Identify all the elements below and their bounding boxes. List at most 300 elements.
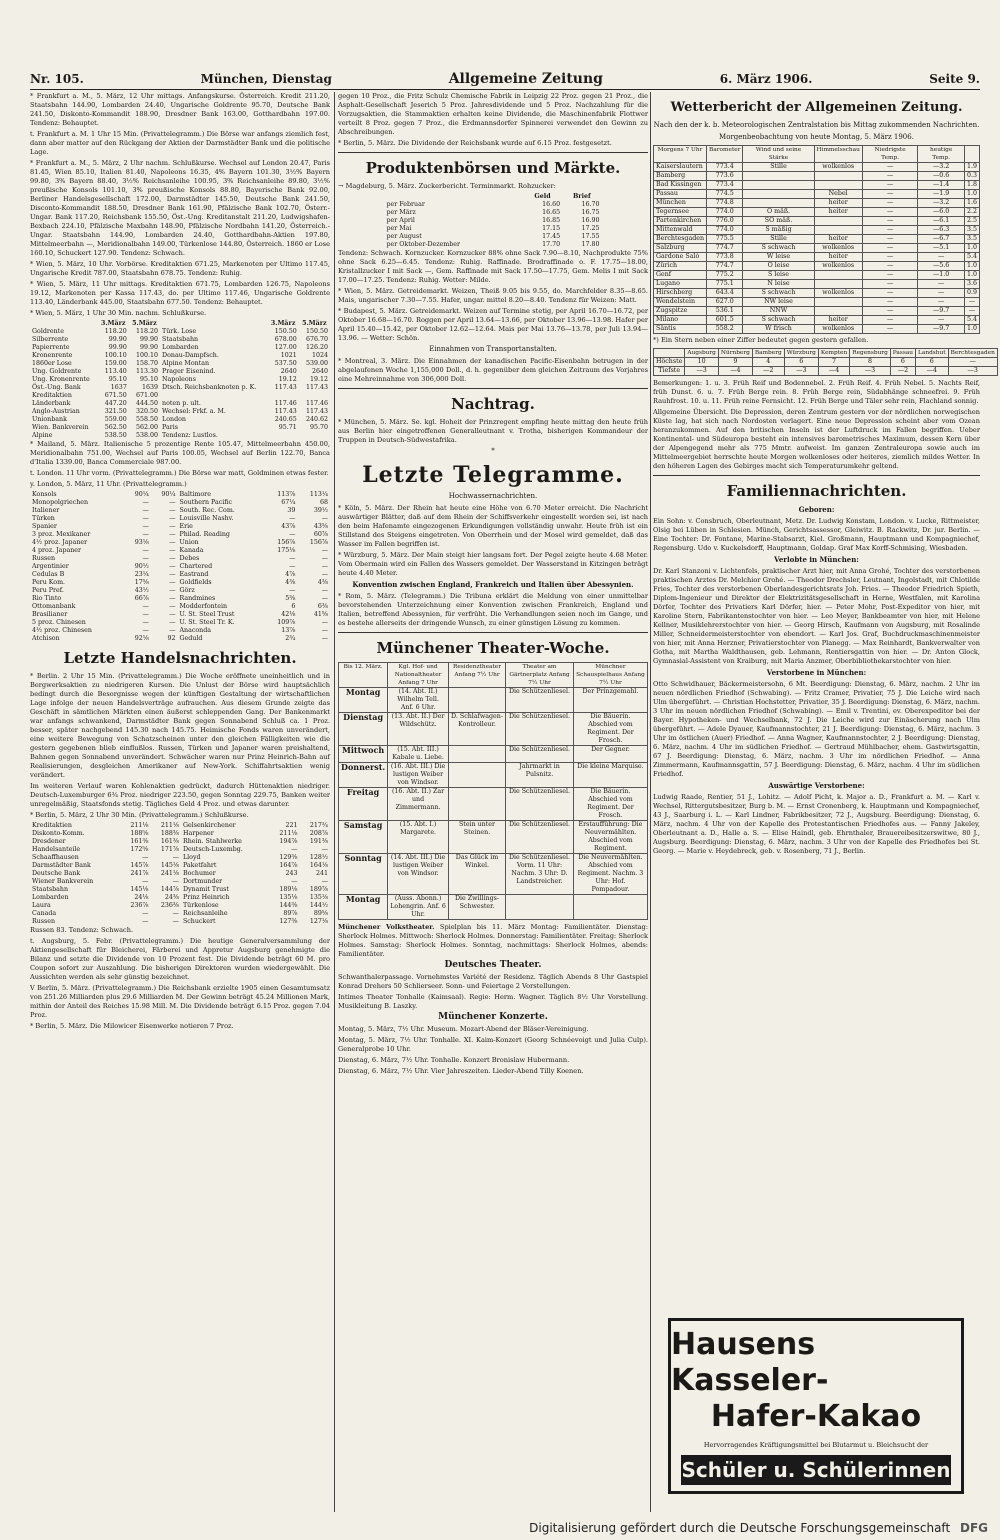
table-cell: Partenkirchen: [654, 217, 707, 226]
table-row: [30, 523, 330, 531]
table-row: [654, 181, 980, 190]
table-cell: [573, 895, 647, 920]
table-cell: —: [169, 563, 176, 570]
table-cell: Tiefste: [654, 367, 685, 376]
table-cell: [268, 432, 299, 440]
table-cell: 221: [285, 822, 298, 829]
table-cell: —: [172, 854, 179, 861]
subheading: Morgenbeobachtung von heute Montag, 5. März 1906.: [719, 133, 914, 141]
table-cell: —1.4: [918, 181, 965, 190]
table-cell: (15. Abt. III.) Kabale u. Liebe.: [388, 746, 449, 763]
table-cell: Passau: [654, 190, 707, 199]
table-header-row: [654, 146, 980, 163]
table-cell: NNW: [743, 307, 814, 316]
table-cell: Lugano: [654, 280, 707, 289]
table-cell: Montag: [339, 688, 388, 713]
table-cell: 43⅝: [313, 523, 328, 530]
table-cell: —: [862, 307, 918, 316]
table-cell: Philad. Reading: [179, 531, 230, 538]
venue-title: Münchener Volkstheater.: [338, 923, 435, 931]
table-row: [385, 233, 602, 241]
table-cell: 93⅛: [134, 539, 149, 546]
table-cell: Zürich: [654, 262, 707, 271]
table-cell: 562.00: [136, 424, 159, 431]
table-cell: Diskonto-Komm.: [32, 830, 85, 837]
table-cell: Samstag: [339, 821, 388, 854]
table-cell: Dresdener: [32, 838, 66, 845]
table-row: [385, 217, 602, 225]
issue-date: 6. März 1906.: [719, 71, 813, 86]
table-cell: [448, 746, 505, 763]
table-cell: —6.0: [918, 208, 965, 217]
article-paragraph: Montag, 5. März, 7½ Uhr. Tonhalle. XI. Kaim-Konzert (Georg Schnéevoigt und Julia Culp). Generalprobe 10 Uhr.: [338, 1036, 648, 1053]
table-cell: —4: [818, 367, 849, 376]
table-cell: 24⅜: [164, 894, 179, 901]
table-row: [654, 262, 980, 271]
page-number: Seite 9.: [929, 71, 980, 86]
table-cell: —: [918, 289, 965, 298]
table-cell: 562.50: [104, 424, 127, 431]
table-cell: Residenztheater Anfang 7½ Uhr: [448, 663, 505, 688]
table-cell: Kaiserslautern: [654, 163, 707, 172]
table-cell: —1.0: [918, 271, 965, 280]
table-cell: Argentinier: [32, 563, 69, 570]
table-cell: 113.40: [104, 368, 127, 375]
table-cell: heiter: [814, 199, 862, 208]
table-cell: 188⅜: [160, 830, 179, 837]
table-cell: 676.70: [305, 336, 328, 343]
table-cell: Paris: [162, 424, 179, 431]
table-cell: Stille: [743, 235, 814, 244]
article-paragraph: * Berlin, 5. März. Die Dividende der Reichsbank wurde auf 6.15 Proz. festgesetzt.: [338, 139, 612, 147]
table-cell: 241⅞: [130, 870, 149, 877]
table-row: [30, 595, 330, 603]
table-cell: Goldfields: [179, 579, 212, 586]
table-cell: [743, 181, 814, 190]
table-cell: Louisville Nashv.: [179, 515, 234, 522]
table-cell: Dienstag: [339, 713, 388, 746]
table-cell: [743, 190, 814, 199]
article-paragraph: → Magdeburg, 5. März. Zuckerbericht. Terminmarkt. Rohzucker:: [338, 182, 556, 190]
table-cell: 1.0: [964, 325, 979, 334]
table-header-row: [30, 320, 330, 328]
table-cell: —: [918, 253, 965, 262]
table-cell: 16.85: [542, 217, 561, 224]
table-cell: 539.00: [305, 360, 328, 367]
table-row: [385, 241, 602, 249]
table-cell: 6: [291, 603, 296, 610]
table-cell: Geduld: [179, 635, 203, 642]
table-cell: —: [862, 298, 918, 307]
table-cell: 194⅞: [279, 838, 298, 845]
table-cell: 164⅛: [309, 862, 328, 869]
table-cell: heutige Temp.: [918, 146, 965, 163]
table-cell: Papierrente: [32, 344, 70, 351]
article-paragraph: * Frankfurt a. M., 5. März, 12 Uhr mittags. Anfangskurse. Österreich. Kredit 211.20, Staatsbahn 144.90, Lombarden 24.40, Ungarische Goldrente 95.70, Deutsche Bank 241.50, Diskonto-Kommandit 188.90, Dresdner Bank 163.00, Gotthardbahn 197.00. Tendenz: Behauptet.: [30, 92, 330, 127]
table-row: [30, 336, 330, 344]
table-cell: Säntis: [654, 325, 707, 334]
table-cell: —: [862, 253, 918, 262]
table-cell: Milano: [654, 316, 707, 325]
table-row: [30, 491, 330, 499]
article-paragraph: Ein Sohn: v. Consbruch, Oberleutnant, Metz. Dr. Ludwig Konstam, London. v. Lucke, Rittmeister, Olsig bei Lüben in Schlesien. Münch, Gerichtsassessor, Gleiwitz. B. Rackwitz, Dr. jur. Berlin. — Eine Tochter: Dr. Fontane, Marine-Stabsarzt, Kiel. Großmann, Hauptmann und Kompagniechef, Regensburg. Udo v. Kuckelsdorff, Hauptmann, Goldap. Graf Max Korff-Schmising, Wiesbaden.: [653, 517, 980, 552]
table-cell: 17.70: [542, 241, 561, 248]
article-paragraph: Schwanthalerpassage. Vornehmstes Variété der Residenz. Täglich Abends 8 Uhr Gastspiel Konrad Drehers 50 Schlierseer. Sonn- und Feiertage 2 Vorstellungen.: [338, 973, 648, 990]
table-cell: 90½: [134, 563, 149, 570]
table-cell: 211⅛: [160, 822, 179, 829]
divider: [338, 632, 648, 633]
table-cell: W leise: [743, 253, 814, 262]
table-cell: —: [169, 531, 176, 538]
table-cell: 8: [850, 358, 891, 367]
table-cell: 99.90: [108, 336, 127, 343]
table-cell: Landshut: [916, 349, 949, 358]
table-cell: —3.2: [918, 163, 965, 172]
article-paragraph: * Rom, 5. März. (Telegramm.) Die Tribuna erklärt die Meldung von einer unmittelbar bevorstehenden Unterzeichnung einer Konvention zwischen Frankreich, England und Italien, betreffend Abessynien, für verfrüht. Die Verhandlungen seien noch im Gange, und es bestehe allerseits der dringende Wunsch, zu einer günstigen Lösung zu kommen.: [338, 592, 648, 627]
table-cell: Kgl. Hof- und Nationaltheater Anfang 7 Uhr: [388, 663, 449, 688]
table-cell: Münchner Schauspielhaus Anfang 7½ Uhr: [573, 663, 647, 688]
table-cell: 775.5: [707, 235, 743, 244]
column-markets: [338, 92, 648, 1512]
article-paragraph: Montag, 5. März, 7½ Uhr. Museum. Mozart-Abend der Bläser-Vereinigung.: [338, 1025, 589, 1033]
table-cell: [814, 307, 862, 316]
theater-schedule-table: [338, 662, 648, 920]
table-cell: —: [142, 611, 149, 618]
table-cell: 113.30: [136, 368, 159, 375]
table-cell: —: [142, 918, 149, 925]
table-cell: Erie: [179, 523, 193, 530]
table-cell: Tegernsee: [654, 208, 707, 217]
table-cell: 774.7: [707, 262, 743, 271]
table-cell: 241⅛: [160, 870, 179, 877]
table-cell: —: [142, 531, 149, 538]
table-cell: —: [321, 627, 328, 634]
table-cell: 117.43: [305, 384, 328, 391]
table-cell: Russen: [32, 555, 56, 562]
table-cell: 144½: [309, 902, 328, 909]
table-cell: (14. Abt. II.) Wilhelm Tell. Anf. 6 Uhr.: [388, 688, 449, 713]
table-cell: Länderbank: [32, 400, 71, 407]
table-cell: 109⅞: [277, 619, 296, 626]
table-cell: —: [169, 547, 176, 554]
table-cell: 5.März: [132, 320, 157, 327]
table-cell: Lombarden: [32, 894, 69, 901]
article-paragraph: * Wien, 5. März, 11 Uhr mittags. Kreditaktien 671.75, Lombarden 126.75, Napoleons 19.12, Markenoten per Kassa 117.43, do. per Ultimo 117.46, Ungarische Goldrente 113.40, Länderbank 445.00, Staatsbahn 677.50. Tendenz: Behauptet.: [30, 280, 330, 306]
table-cell: S leise: [743, 271, 814, 280]
table-cell: Brasilianer: [32, 611, 68, 618]
table-cell: —: [142, 910, 149, 917]
table-cell: 3.5: [964, 235, 979, 244]
table-cell: Alpine: [32, 432, 53, 439]
table-row: [30, 918, 330, 926]
table-cell: wolkenlos: [814, 163, 862, 172]
table-cell: Ung. Kronenrente: [32, 376, 90, 383]
table-cell: 99.90: [140, 344, 159, 351]
table-row: [654, 208, 980, 217]
table-cell: Modderfontein: [179, 603, 228, 610]
table-row: [30, 432, 330, 440]
table-cell: —3.2: [918, 199, 965, 208]
table-cell: 16.65: [542, 209, 561, 216]
table-row: [30, 555, 330, 563]
table-row: [385, 225, 602, 233]
table-cell: Mittenwald: [654, 226, 707, 235]
table-cell: 161⅜: [160, 838, 179, 845]
table-cell: D. Schlafwagen-Kontrolleur.: [448, 713, 505, 746]
table-cell: Türk. Lose: [162, 328, 197, 335]
table-cell: 113⅞: [277, 491, 296, 498]
table-cell: Die Zwillings-Schwester.: [448, 895, 505, 920]
subheading: Einnahmen von Transportanstalten.: [429, 345, 557, 353]
article-paragraph: * Berlin, 5. März, 2 Uhr 30 Min. (Privattelegramm.) Schlußkurse.: [30, 811, 249, 819]
table-row: [339, 821, 648, 854]
table-row: [654, 358, 998, 367]
table-cell: —: [142, 854, 149, 861]
table-cell: 773.4: [707, 163, 743, 172]
table-cell: 95.70: [309, 424, 328, 431]
table-row: [30, 416, 330, 424]
temperature-table: [653, 348, 998, 376]
table-row: [30, 515, 330, 523]
table-row: [30, 635, 330, 643]
column-weather-family: [653, 92, 995, 1512]
table-row: [30, 563, 330, 571]
table-cell: 156⅞: [277, 539, 296, 546]
table-row: [30, 571, 330, 579]
table-cell: 3.März: [100, 320, 126, 327]
table-row: [654, 253, 980, 262]
table-cell: 144⅜: [279, 902, 298, 909]
article-paragraph: Dienstag, 6. März, 7½ Uhr. Tonhalle. Konzert Bronislaw Hubermann.: [338, 1056, 570, 1064]
table-cell: —: [964, 307, 979, 316]
table-cell: 17.25: [581, 225, 600, 232]
table-cell: Die Schützenliesel.: [506, 713, 574, 746]
table-cell: Regensburg: [850, 349, 891, 358]
table-cell: —: [321, 595, 328, 602]
table-cell: 129⅜: [279, 854, 298, 861]
table-cell: 773.6: [707, 172, 743, 181]
table-cell: Würzburg: [784, 349, 818, 358]
table-cell: 6: [890, 358, 915, 367]
article-paragraph: * Berlin, 5. März. Die Milowicer Eisenwerke notieren 7 Proz.: [30, 1022, 234, 1030]
article-paragraph: * Köln, 5. März. Der Rhein hat heute eine Höhe von 6.70 Meter erreicht. Die Nachricht auswärtiger Blätter, daß auf dem Rhein der Schiffsverkehr eingestellt worden sei, ist nach den beim Hafenamte eingezogenen Erkundigungen vollständig unwahr. Heute früh ist ein Stillstand des Steigens eingetreten. Von Oberrhein und der Mosel wird gemeldet, daß das Wasser im Fallen begriffen ist.: [338, 504, 648, 548]
berlin-quotes-table: [30, 822, 330, 926]
table-row: [30, 531, 330, 539]
subheading: Hochwassernachrichten.: [448, 492, 538, 500]
table-cell: (14. Abt. III.) Die lustigen Weiber von Windsor.: [388, 854, 449, 895]
table-cell: 41⅝: [313, 611, 328, 618]
table-cell: 320.50: [136, 408, 159, 415]
table-cell: —: [321, 878, 328, 885]
table-cell: Staatsbahn: [32, 886, 69, 893]
table-cell: —: [862, 226, 918, 235]
table-cell: 66⅞: [134, 595, 149, 602]
table-row: [30, 910, 330, 918]
article-paragraph: * Wien, 5. März, 1 Uhr 30 Min. nachm. Schlußkurse.: [30, 309, 207, 317]
table-row: [385, 209, 602, 217]
table-cell: —: [169, 507, 176, 514]
table-cell: [160, 392, 268, 400]
table-cell: 43½: [134, 587, 149, 594]
issue-number: Nr. 105.: [30, 71, 84, 86]
table-cell: Bamberg: [752, 349, 784, 358]
article-paragraph: Otto Schwidhauer, Bäckermeistersohn, 6 Mt. Beerdigung: Dienstag, 6. März, nachm. 2 Uhr im neuen nördlichen Friedhof (Schwabing). — Fritz Cramer, Privatier, 75 J. Die Leiche wird nach Ulm übergeführt. — Christian Hochstetter, Privatier, 35 J. Beerdigung: Dienstag, 6. März, nachm. 3 Uhr im neuen nördlichen Friedhof (Schwabing). — Emil v. Trentini, ev. Oberexpeditor bei der Bayer. Hypotheken- und Wechselbank, 72 J. Die Leiche wird zur Einäscherung nach Ulm übergeführt. — Adele Dyauer, Kaufmannstochter, 21 J. Beerdigung: Dienstag, 6. März, nachm. 3 Uhr im östlichen (Auer) Friedhof. — Anna Wagner, Kaufmannstochter, 2 J. Beerdigung: Dienstag, 6. März, nachm. 4 Uhr im südlichen Friedhof. — Gertraud Mühlbacher, ehem. Gastwirtsgattin, 67 J. Beerdigung: Dienstag, 6. März, nachm. 3 Uhr im nördlichen Friedhof. — Anna Zimmermann, Kaufmannsgattin, 57 J. Beerdigung: Dienstag, 6. März, nachm. 4 Uhr im südlichen Friedhof.: [653, 680, 980, 778]
table-row: [654, 235, 980, 244]
table-cell: 774.8: [707, 199, 743, 208]
article-paragraph: * Würzburg, 5. März. Der Main steigt hier langsam fort. Der Pegel zeigte heute 4.68 Meter. Vom Obermain wird ein Fallen des Wassers gemeldet. Der Wasserstand in Kitzingen beträgt heute 4.40 Meter.: [338, 551, 648, 577]
table-cell: —: [862, 163, 918, 172]
table-cell: Handelsanteile: [32, 846, 81, 853]
table-cell: —: [172, 878, 179, 885]
table-row: [339, 788, 648, 821]
table-cell: 117.46: [274, 400, 297, 407]
table-cell: 776.0: [707, 217, 743, 226]
table-cell: 559.00: [104, 416, 127, 423]
article-paragraph: * Budapest, 5. März. Getreidemarkt. Weizen auf Termine stetig, per April 16.70—16.72, per Oktober 16.68—16.70. Roggen per April 13.64—13.66, per Oktober 13.96—13.98. Hafer per April 15.40—15.42, per Oktober 12.62—12.64. Mais per Mai 13.76—13.78, per Juli 13.94—13.96. — Wetter: Schön.: [338, 307, 648, 342]
table-cell: 99.90: [108, 344, 127, 351]
table-row: [654, 271, 980, 280]
table-cell: Rio Tinto: [32, 595, 62, 602]
table-cell: —: [862, 208, 918, 217]
table-cell: 172⅝: [130, 846, 149, 853]
table-cell: 24⅛: [134, 894, 149, 901]
table-cell: 23¼: [134, 571, 149, 578]
table-cell: (16. Abt. II.) Zar und Zimmermann.: [388, 788, 449, 821]
table-cell: 118.20: [104, 328, 127, 335]
table-cell: Darmstädter Bank: [32, 862, 91, 869]
table-cell: —: [862, 235, 918, 244]
table-cell: [268, 392, 299, 400]
table-cell: —: [321, 846, 328, 853]
section-heading: Familiennachrichten.: [726, 482, 907, 500]
table-cell: Prinz Heinrich: [182, 894, 230, 901]
table-cell: wolkenlos: [814, 244, 862, 253]
table-cell: 1.0: [964, 262, 979, 271]
table-cell: —: [142, 619, 149, 626]
table-cell: 0.9: [964, 289, 979, 298]
table-cell: —0.6: [918, 172, 965, 181]
table-cell: Nürnberg: [718, 349, 752, 358]
table-cell: U. St. Steel Tr. K.: [179, 619, 235, 626]
table-cell: 1021: [280, 352, 297, 359]
table-cell: Stein unter Steinen.: [448, 821, 505, 854]
table-cell: —: [321, 547, 328, 554]
table-cell: Schaaffhausen: [32, 854, 79, 861]
table-cell: 135⅛: [279, 894, 298, 901]
article-paragraph: * Frankfurt a. M., 5. März, 2 Uhr nachm. Schlußkurse. Wechsel auf London 20.47, Paris 81.45, Wien 85.10, Italien 81.40, Napoleons 16.35, 4% Bayern 101.30, 3½% Bayern 99.80, 3% Bayern 88.40, 3½% Reichsanleihe 100.95, 3% Reichsanleihe 89.80, 3½% preußische Konsols 101.10, 3% preußische Konsols 88.80, Bayerische Bank 92.00, Berliner Handelsgesellschaft 172.00, Darmstädter 145.50, Deutsche Bank 241.50, Disconto-Kommandit 188.50, Dresdner Bank 161.90, Pfälzische Bank 102.70, Österr.-Ungar. Bank 117.20, Reichsbank 155.50, Öst.-Ung. Kreditanstalt 211.20, Ludwigshafen-Bexbach 224.10, Pfälzische Maxbahn 148.90, Pfälzische Nordbahn 141.20, Österreich.-Ungar. Staatsbahn 144.90, Lombarden 24.40, Gotthardbahn-Aktien 197.80, Mittelmeerbahn —, Meridionalbahn 149.00, Türkenlose 144.80, Österreich. 1860 er Lose 160.10, Schuckert 127.90. Tendenz: Schwach.: [30, 159, 330, 257]
table-cell: 643.4: [707, 289, 743, 298]
table-cell: per August: [386, 233, 422, 240]
table-cell: —: [169, 515, 176, 522]
table-cell: Schuckert: [182, 918, 216, 925]
table-cell: —: [948, 358, 997, 367]
table-cell: 444.50: [136, 400, 159, 407]
article-paragraph: y. London, 5. März, 11 Uhr. (Privattelegramm.): [30, 480, 187, 488]
article-paragraph: Allgemeine Übersicht. Die Depression, deren Zentrum gestern vor der nördlichen norwegischen Küste lag, hat sich nach Nordosten verlagert. Eine neue Depression scheint aber vom Ozean heranzukommen. Auf den britischen Inseln ist der Luftdruck im Fallen begriffen. Ueber Kontinental- und Südeuropa besteht ein intensives barometrisches Maximum, dessen Kern über der Alpengegend mehr als 775 Mmtr. aufweist. Im ganzen Zentraleuropa sowie auch im Mittelmeergebiet herrschte heute Morgen wolkenloses oder heiteres, ziemlich mildes Wetter. In den höheren Lagen des Gebirges macht sich Temperaturumkehr geltend.: [653, 408, 980, 470]
table-cell: 90¼: [134, 491, 149, 498]
table-cell: 42⅛: [281, 611, 296, 618]
table-cell: 1639: [142, 384, 159, 391]
table-cell: Ottomanbank: [32, 603, 76, 610]
table-cell: 117.43: [274, 384, 297, 391]
table-cell: Berchtesgaden: [654, 235, 707, 244]
table-cell: Eastrand: [179, 571, 209, 578]
table-cell: —: [289, 515, 296, 522]
table-cell: wolkenlos: [814, 262, 862, 271]
table-cell: Staatsbahn: [162, 336, 199, 343]
table-cell: 774.0: [707, 226, 743, 235]
table-cell: 1637: [110, 384, 127, 391]
table-cell: —: [142, 523, 149, 530]
table-cell: Anaconda: [179, 627, 211, 634]
table-cell: S mäßig: [743, 226, 814, 235]
table-cell: Rhein. Stahlwerke: [182, 838, 242, 845]
subheading: Verstorbene in München:: [766, 668, 867, 677]
table-cell: München: [654, 199, 707, 208]
table-cell: 236⅜: [160, 902, 179, 909]
table-cell: 601.5: [707, 316, 743, 325]
table-cell: S schwach: [743, 316, 814, 325]
table-cell: O leise: [743, 262, 814, 271]
table-row: [30, 878, 330, 886]
table-row: [30, 587, 330, 595]
table-cell: —3: [685, 367, 719, 376]
subheading: Deutsches Theater.: [444, 960, 542, 970]
table-cell: O mäß.: [743, 208, 814, 217]
table-cell: [299, 392, 330, 400]
table-cell: 558.50: [136, 416, 159, 423]
table-cell: 16.70: [581, 201, 600, 208]
table-cell: Zugspitze: [654, 307, 707, 316]
table-cell: —: [862, 289, 918, 298]
table-cell: Bad Kissingen: [654, 181, 707, 190]
article-paragraph: * Berlin. 2 Uhr 15 Min. (Privattelegramm.) Die Woche eröffnete uneinheitlich und in Bergwerksaktien zu niedrigeren Kursen. Die Unlust der Börse wird hauptsächlich bedingt durch die Besorgnisse wegen der künftigen Gestaltung der wirtschaftlichen Lage infolge der neuen Handelsverträge aufrauchen. Aus diesem Grunde zeigte das Geschäft in sämtlichen Märkten einen äußerst schleppenden Gang. Der Bankenmarkt war anfangs schwankend, Darmstädter Bank gegen Sonnabend Schluß ca. 1 Proz. besser, später nachgebend 145.30 nach 145.75. Heimische Fonds waren unverändert, eine weitere Bewegung von Schatzscheinen unter den gleichen Fälligkeiten wie die gestern gegebenen blieb einflußlos. Russen, Türken und Japaner waren preishaltend, Bahnen gegen Sonnabend unverändert. Schwächer waren nur Prinz Heinrich-Bahn auf Realisierungen, desgleichen Amerikaner auf New-York. Schiffahrtsaktien wenig verändert.: [30, 672, 330, 779]
table-cell: —: [169, 587, 176, 594]
table-cell: 775.1: [707, 280, 743, 289]
table-cell: 150.50: [305, 328, 328, 335]
table-cell: —: [862, 199, 918, 208]
table-cell: Barometer: [707, 146, 743, 163]
table-cell: Passau: [890, 349, 915, 358]
table-cell: 240.62: [305, 416, 328, 423]
article-paragraph: t. Augsburg, 5. Febr. (Privattelegramm.) Die heutige Generalversammlung der Aktiengesellschaft für Bleicherei, Färberei und Appretur Augsburg genehmigte die Bilanz und setzte die Dividende von 10 Prozent fest. Die Dividende beträgt 60 M. pro Coupon sofort zur Auszahlung. Die bisherigen Direktoren wurden wiedergewählt. Die Aussichten werden als sehr günstig bezeichnet.: [30, 937, 330, 981]
table-cell: per April: [386, 217, 415, 224]
table-row: [654, 226, 980, 235]
divider: [338, 152, 648, 153]
table-cell: Die Bäuerin. Abschied vom Regiment. Der Frosch.: [573, 788, 647, 821]
table-row: [30, 392, 330, 400]
table-cell: —: [918, 280, 965, 289]
table-cell: Peru Kom.: [32, 579, 66, 586]
table-cell: Dortmunder: [182, 878, 223, 885]
table-cell: 127⅜: [279, 918, 298, 925]
table-cell: 5.4: [964, 253, 979, 262]
table-row: [654, 298, 980, 307]
table-cell: 671.50: [104, 392, 127, 399]
table-cell: 447.20: [104, 400, 127, 407]
table-cell: Jahrmarkt in Pulsnitz.: [506, 763, 574, 788]
table-cell: [814, 280, 862, 289]
table-row: [30, 846, 330, 854]
table-row: [654, 244, 980, 253]
table-cell: 189⅛: [279, 886, 298, 893]
table-cell: Berchtesgaden: [948, 349, 997, 358]
table-cell: Peru Pref.: [32, 587, 64, 594]
table-row: [654, 172, 980, 181]
table-cell: 6: [784, 358, 818, 367]
table-cell: Genf: [654, 271, 707, 280]
table-cell: 217¾: [309, 822, 328, 829]
